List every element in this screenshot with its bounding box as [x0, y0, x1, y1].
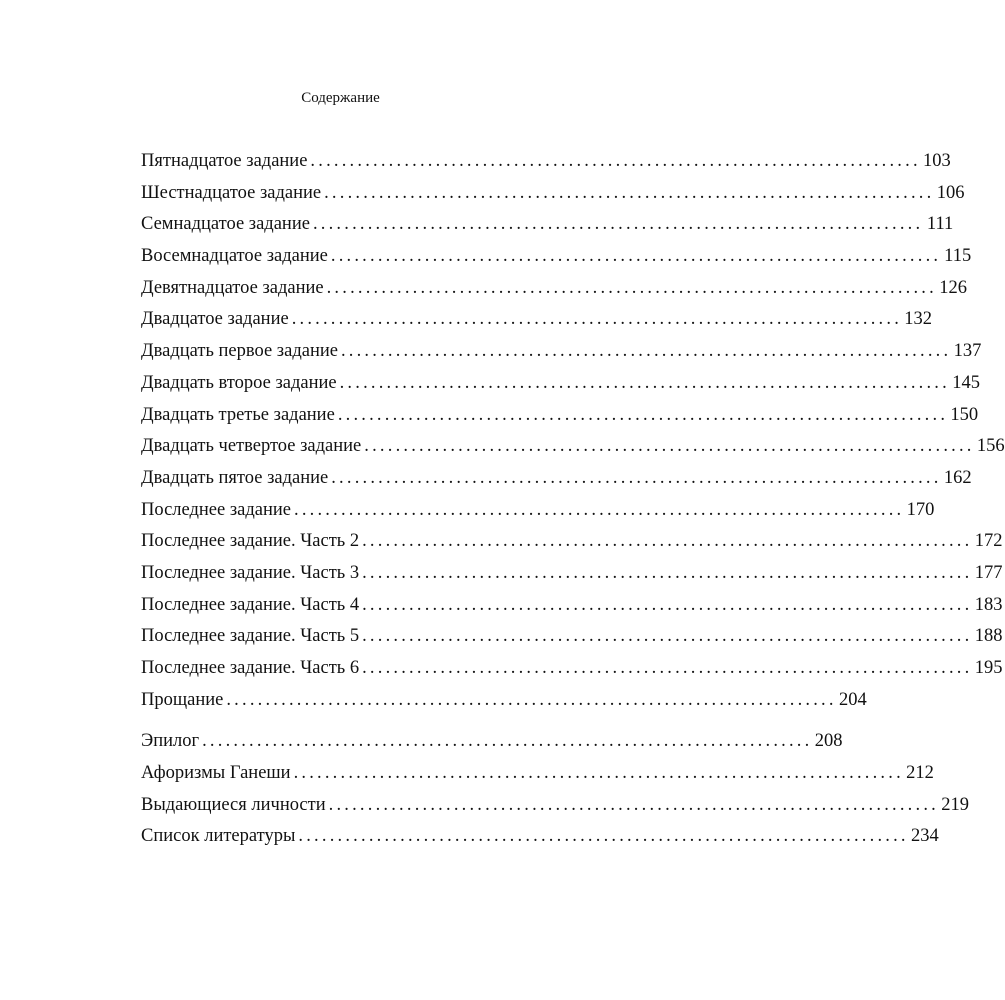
toc-entry-title: Двадцать четвертое задание [141, 436, 362, 457]
toc-entry-title: Последнее задание. Часть 4 [141, 594, 360, 615]
toc-entry [141, 821, 939, 853]
toc-entry [141, 400, 979, 432]
toc-entry-title: Последнее задание. Часть 6 [141, 658, 360, 678]
toc-entry-title: Пятнадцатое задание [141, 151, 308, 171]
toc-entry [141, 653, 1003, 685]
toc-leader-dots: .............................................................................. [293, 763, 904, 784]
toc-entry-page: 156 [976, 436, 1005, 457]
toc-entry-title: Список литературы [141, 826, 296, 847]
toc-leader-dots: .............................................................................. [339, 372, 950, 393]
toc-entry-title: Прощание [141, 689, 224, 710]
toc-entry-title: Афоризмы Ганеши [141, 763, 291, 784]
toc-leader-dots: .............................................................................. [202, 731, 813, 752]
toc-leader-dots: .............................................................................. [364, 436, 975, 457]
toc-leader-dots: .............................................................................. [310, 151, 921, 171]
toc-entry-title: Последнее задание [141, 499, 291, 520]
toc-leader-dots: .............................................................................. [362, 531, 973, 552]
toc-entry-page: 204 [838, 689, 867, 710]
toc-entry-title: Последнее задание. Часть 3 [141, 562, 360, 583]
toc-entry-title: Семнадцатое задание [141, 214, 310, 235]
toc-entry [141, 241, 972, 273]
table-of-contents [141, 146, 1005, 853]
toc-entry-page: 162 [943, 467, 972, 488]
toc-leader-dots: .............................................................................. [226, 689, 837, 710]
toc-entry [141, 146, 951, 178]
toc-entry [141, 368, 980, 400]
toc-entry [141, 526, 1003, 558]
toc-entry [141, 178, 965, 210]
toc-entry-title: Эпилог [141, 731, 200, 752]
toc-leader-dots: .............................................................................. [331, 467, 942, 488]
toc-entry [141, 758, 934, 790]
toc-leader-dots: .............................................................................. [340, 341, 952, 362]
toc-entry [141, 790, 969, 822]
toc-entry [141, 685, 867, 717]
toc-entry-page: 115 [944, 246, 972, 267]
toc-entry-page: 183 [974, 594, 1003, 615]
toc-leader-dots: .............................................................................. [362, 594, 973, 615]
toc-leader-dots: .............................................................................. [328, 794, 939, 815]
toc-leader-dots: .............................................................................. [324, 182, 935, 203]
toc-entry-page: 208 [814, 731, 843, 752]
toc-entry-page: 219 [941, 794, 969, 815]
toc-entry-page: 132 [904, 309, 933, 330]
toc-leader-dots: .............................................................................. [337, 404, 949, 425]
toc-entry-page: 212 [906, 763, 934, 784]
toc-entry [141, 304, 933, 336]
toc-entry [141, 463, 972, 495]
toc-leader-dots: .............................................................................. [294, 499, 905, 520]
toc-entry-title: Двадцать третье задание [141, 404, 335, 425]
toc-leader-dots: .............................................................................. [362, 562, 973, 583]
toc-entry [141, 621, 1003, 653]
toc-entry-page: 177 [974, 562, 1003, 583]
toc-entry [141, 726, 843, 758]
toc-entry-page: 188 [974, 626, 1003, 647]
toc-entry-title: Двадцать первое задание [141, 341, 338, 362]
toc-entry-page: 137 [953, 341, 982, 362]
toc-entry-title: Девятнадцатое задание [141, 277, 324, 298]
toc-entry [141, 209, 954, 241]
toc-leader-dots: .............................................................................. [326, 277, 937, 298]
toc-leader-dots: .............................................................................. [298, 826, 909, 847]
page-heading: Содержание [301, 90, 380, 106]
toc-entry-page: 111 [926, 214, 954, 235]
toc-entry-title: Выдающиеся личности [141, 794, 326, 815]
toc-entry-title: Шестнадцатое задание [141, 182, 322, 203]
toc-entry-title: Последнее задание. Часть 2 [141, 531, 360, 552]
toc-entry-title: Восемнадцатое задание [141, 246, 328, 267]
toc-entry-page: 150 [950, 404, 979, 425]
toc-entry [141, 558, 1003, 590]
toc-entry-page: 103 [923, 151, 951, 171]
toc-leader-dots: .............................................................................. [291, 309, 903, 330]
toc-leader-dots: .............................................................................. [362, 626, 973, 647]
toc-entry [141, 431, 1005, 463]
toc-entry [141, 590, 1003, 622]
toc-entry-page: 170 [906, 499, 935, 520]
toc-entry-title: Двадцать пятое задание [141, 467, 329, 488]
toc-entry [141, 273, 967, 305]
toc-leader-dots: .............................................................................. [362, 658, 973, 678]
toc-entry-title: Последнее задание. Часть 5 [141, 626, 360, 647]
toc-leader-dots: .............................................................................. [330, 246, 942, 267]
toc-entry-page: 126 [939, 277, 967, 298]
toc-entry-page: 172 [974, 531, 1003, 552]
toc-entry-page: 234 [911, 826, 939, 847]
toc-entry-title: Двадцатое задание [141, 309, 289, 330]
toc-leader-dots: .............................................................................. [312, 214, 924, 235]
toc-entry-page: 106 [936, 182, 965, 203]
toc-entry [141, 336, 982, 368]
toc-entry [141, 495, 935, 527]
toc-entry-page: 195 [974, 658, 1003, 678]
toc-entry-title: Двадцать второе задание [141, 372, 337, 393]
toc-entry-page: 145 [952, 372, 980, 393]
